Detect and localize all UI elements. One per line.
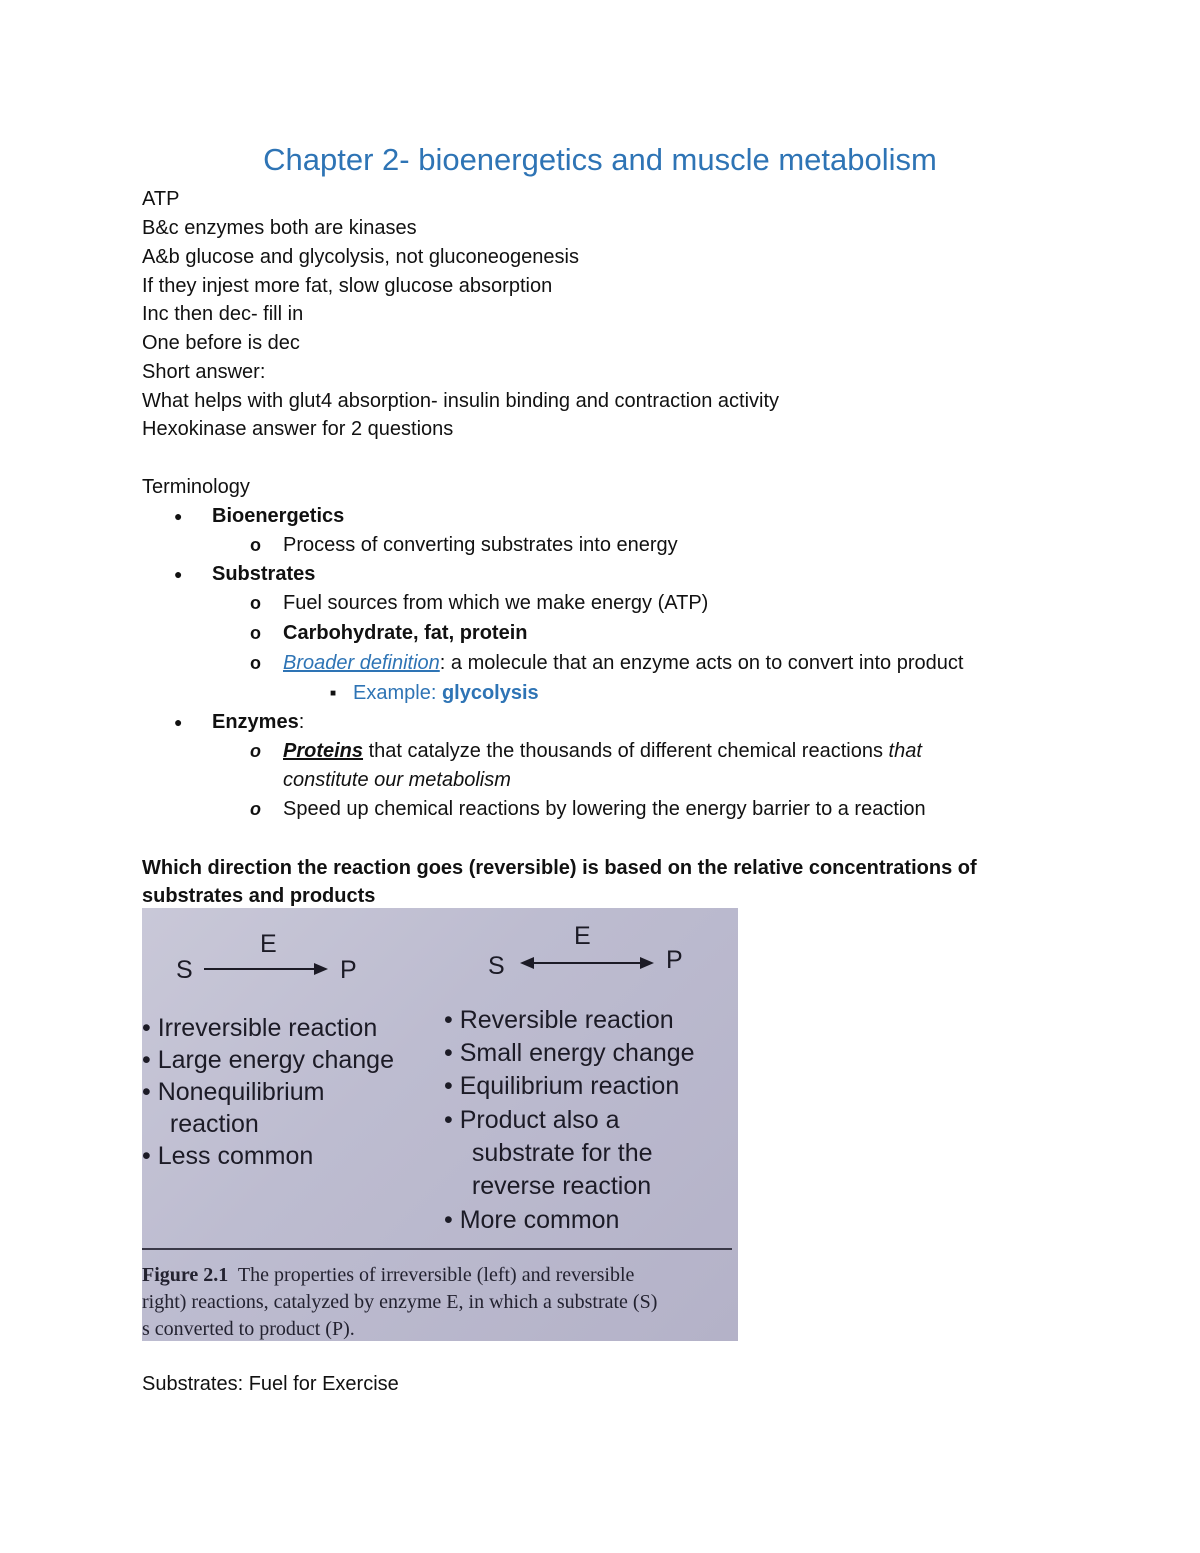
- term-definition: Process of converting substrates into energy: [283, 534, 678, 556]
- example-label: Example:: [353, 682, 442, 704]
- enzyme-label: E: [574, 922, 591, 950]
- substrate-label: S: [176, 956, 193, 984]
- figure-bullet: • More common: [444, 1206, 620, 1234]
- note-line: Hexokinase answer for 2 questions: [142, 418, 454, 440]
- bullet-disc-icon: ●: [174, 714, 183, 730]
- note-line: What helps with glut4 absorption- insulin binding and contraction activity: [142, 390, 780, 412]
- figure-photo: [142, 908, 738, 1341]
- substrate-label: S: [488, 952, 505, 980]
- bullet-square-icon: ■: [330, 688, 337, 699]
- note-line: A&b glucose and glycolysis, not gluconeogenesis: [142, 246, 579, 268]
- example-value: glycolysis: [441, 682, 539, 704]
- bullet-circle-icon: o: [250, 593, 261, 613]
- figure-bullet: • Irreversible reaction: [142, 1014, 378, 1042]
- term-definition-continued: constitute our metabolism: [283, 769, 511, 791]
- caption-line: right) reactions, catalyzed by enzyme E, in which a substrate (S): [142, 1291, 658, 1313]
- direction-note: Which direction the reaction goes (reversible) is based on the relative concentrations of: [142, 857, 977, 879]
- figure-bullet: • Product also a: [444, 1106, 620, 1134]
- term-definition: Speed up chemical reactions by lowering the energy barrier to a reaction: [283, 798, 926, 820]
- figure-bullet: • Large energy change: [142, 1046, 394, 1074]
- proteins-label: Proteins: [283, 740, 364, 762]
- term-definition: Carbohydrate, fat, protein: [283, 622, 528, 644]
- note-line: If they injest more fat, slow glucose absorption: [142, 275, 553, 297]
- term-enzymes: [212, 708, 304, 737]
- product-label: P: [340, 956, 357, 984]
- term-definition: [283, 649, 963, 678]
- figure-bullet: reverse reaction: [458, 1172, 652, 1200]
- definition-italic: that: [888, 740, 922, 762]
- figure-bullet: • Equilibrium reaction: [444, 1072, 680, 1100]
- bullet-circle-icon: o: [250, 741, 261, 761]
- bullet-disc-icon: ●: [174, 566, 183, 582]
- figure-bullet: • Small energy change: [444, 1039, 695, 1067]
- bullet-disc-icon: ●: [174, 508, 183, 524]
- caption-line: s converted to product (P).: [142, 1318, 355, 1340]
- note-line: Short answer:: [142, 361, 266, 383]
- broader-definition-text: : a molecule that an enzyme acts on to convert into product: [439, 652, 964, 674]
- forward-arrow-icon: [202, 960, 332, 978]
- caption-text: The properties of irreversible (left) and reversible: [228, 1264, 635, 1286]
- figure-bullet: • Less common: [142, 1142, 314, 1170]
- term-enzymes-label: Enzymes: [212, 711, 299, 733]
- term-substrates: Substrates: [212, 563, 316, 585]
- caption-line: [142, 1262, 738, 1289]
- term-bioenergetics: Bioenergetics: [212, 505, 345, 527]
- note-line: Inc then dec- fill in: [142, 303, 304, 325]
- product-label: P: [666, 946, 683, 974]
- definition-text: that catalyze the thousands of different chemical reactions: [363, 740, 889, 762]
- bullet-circle-icon: o: [250, 799, 261, 819]
- section-heading: Substrates: Fuel for Exercise: [142, 1373, 399, 1395]
- enzyme-label: E: [260, 930, 277, 958]
- bullet-circle-icon: o: [250, 653, 261, 673]
- figure-bullet: reaction: [156, 1110, 259, 1138]
- figure-bullet: substrate for the: [458, 1139, 653, 1167]
- bullet-circle-icon: o: [250, 623, 261, 643]
- example-line: [353, 679, 539, 708]
- figure-bullet: • Nonequilibrium: [142, 1078, 325, 1106]
- note-line: B&c enzymes both are kinases: [142, 217, 417, 239]
- term-definition: Fuel sources from which we make energy (ATP): [283, 592, 709, 614]
- note-line: One before is dec: [142, 332, 300, 354]
- broader-definition-label: Broader definition: [283, 652, 440, 674]
- term-enzymes-colon: :: [298, 711, 305, 733]
- note-line: ATP: [142, 188, 180, 210]
- figure-bullet: • Reversible reaction: [444, 1006, 674, 1034]
- caption-label: Figure 2.1: [142, 1264, 229, 1286]
- page-title: Chapter 2- bioenergetics and muscle metabolism: [263, 142, 937, 177]
- terminology-heading: Terminology: [142, 476, 250, 498]
- figure-caption: [142, 1262, 738, 1341]
- term-definition: [283, 737, 922, 766]
- figure-divider: [142, 1248, 732, 1250]
- bullet-circle-icon: o: [250, 535, 261, 555]
- reversible-arrow-icon: [518, 954, 658, 972]
- direction-note: substrates and products: [142, 885, 376, 907]
